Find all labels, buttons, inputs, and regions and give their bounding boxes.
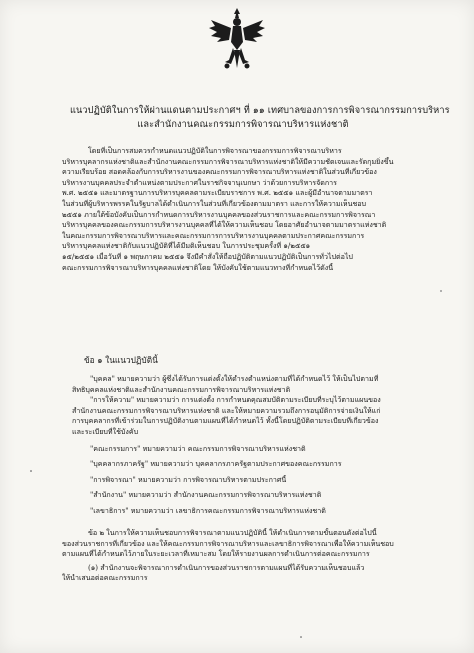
definition-line: "บุคคล" หมายความว่า ผู้ซึ่งได้รับการแต่งตั้งให้ดำรงตำแหน่งตามที่ได้กำหนดไว้ ให้เป็นไปตามที่	[90, 374, 379, 383]
scan-speck	[30, 470, 32, 472]
section-2-line: ของส่วนราชการที่เกี่ยวข้อง และให้คณะกรรมการพิจารณาบริหารและเลขาธิการพิจารณาเพื่อให้ความเห็นชอบ	[62, 538, 394, 548]
document-title	[70, 104, 450, 132]
definition-line: การบุคคลากรที่เข้าร่วมในการปฏิบัติงานตามแผนที่ได้กำหนดไว้ ทั้งนี้โดยปฏิบัติตามระเบียบที่เกี่ยวข้อง	[72, 416, 379, 426]
section-2-line: ตามแผนที่ได้กำหนดไว้ภายในระยะเวลาที่เหมาะสม โดยให้รายงานผลการดำเนินการต่อคณะกรรมการ	[62, 549, 370, 559]
definition-line: "คณะกรรมการ" หมายความว่า คณะกรรมการพิจารณาบริหารแห่งชาติ	[90, 443, 306, 453]
definition-line: "การให้ความ" หมายความว่า การแต่งตั้ง การกำหนดคุณสมบัติตามระเบียบที่ระบุไว้ตามแผนของ	[90, 395, 381, 405]
intro-line: บริหารบุคคลแห่งชาติกับแนวปฏิบัติที่ได้มีมติเห็นชอบ ในการประชุมครั้งที่ ๑/๒๕๕๑	[62, 241, 311, 251]
intro-line: ในคณะกรรมการพิจารณาบริหารและคณะกรรมการการบริหารงานบุคคลตามประกาศคณะกรรมการ	[62, 230, 365, 240]
definition-line: สำนักงานคณะกรรมการพิจารณาบริหารแห่งชาติ และให้หมายความรวมถึงการอนุมัติการจ่ายเงินให้แก่	[72, 405, 381, 415]
definition-line: และระเบียบที่ใช้บังคับ	[72, 426, 139, 436]
intro-line: พ.ศ. ๒๕๕๑ และมาตรฐานการบริหารบุคคลตามระเบียบราชการ พ.ศ. ๒๕๕๑ และผู้มีอำนาจตามมาตรา	[62, 188, 373, 198]
definition-line: สิทธิบุคคลแห่งชาติและสำนักงานคณะกรรมการพิจารณาบริหารแห่งชาติ	[72, 384, 291, 394]
intro-line: ๑๕/๒๕๕๑ เมื่อวันที่ ๑ พฤษภาคม ๒๕๕๑ จึงมีคำสั่งให้ถือปฏิบัติตามแนวปฏิบัติเป็นการทั่วไปต่อไป	[62, 251, 353, 261]
intro-line: บริหารบุคคลของคณะกรรมการบริหารงานบุคคลที่ได้ให้ความเห็นชอบ โดยอาศัยอำนาจตามมาตราแห่งชาติ	[62, 220, 387, 230]
title-line-2: และสำนักงานคณะกรรมการพิจารณาบริหารแห่งชาติ	[137, 119, 349, 130]
intro-line: คณะกรรมการพิจารณาบริหารบุคคลแห่งชาติโดย ให้บังคับใช้ตามแนวทางที่กำหนดไว้ดังนี้	[62, 262, 334, 272]
intro-line: บริหารบุคลากรแห่งชาติและสำนักงานคณะกรรมการพิจารณาบริหารแห่งชาติให้มีความชัดเจนและรัดกุมยิ่งขึ้น	[62, 156, 394, 166]
intro-line: ๒๕๕๑ ภายใต้ข้อบังคับเป็นการกำหนดการบริหารงานบุคคลของส่วนราชการและคณะกรรมการพิจารณา	[62, 209, 376, 219]
definitions-list	[72, 374, 426, 517]
intro-line: ความเรียบร้อย สอดคล้องกับการบริหารงานของคณะกรรมการพิจารณาบริหารแห่งชาติในส่วนที่เกี่ยวข้อง	[62, 167, 377, 177]
definition-line: "เลขาธิการ" หมายความว่า เลขาธิการคณะกรรมการพิจารณาบริหารแห่งชาติ	[90, 505, 326, 515]
definition-line: "สำนักงาน" หมายความว่า สำนักงานคณะกรรมการพิจารณาบริหารแห่งชาติ	[90, 490, 322, 500]
section-2-line: (๑) สำนักงานจะพิจารณาการดำเนินการของส่วนราชการตามแผนที่ได้รับความเห็นชอบแล้ว	[88, 562, 365, 572]
definition-line: "การพิจารณา" หมายความว่า การพิจารณาบริหารตามประกาศนี้	[90, 474, 287, 484]
section-2-line: ข้อ ๒ ในการให้ความเห็นชอบการพิจารณาตามแนวปฏิบัตินี้ ให้ดำเนินการตามขั้นตอนดังต่อไปนี้	[88, 528, 377, 537]
section-2-line: ให้นำเสนอต่อคณะกรรมการ	[62, 573, 148, 583]
definition-line: "บุคคลากรภาครัฐ" หมายความว่า บุคคลากรภาครัฐตามประกาศของคณะกรรมการ	[90, 459, 342, 469]
section-2-paragraph	[62, 528, 426, 584]
intro-line: ในส่วนที่ผู้บริหารพรรคในรัฐบาลได้ดำเนินการในส่วนที่เกี่ยวข้องตามมาตรา และการให้ความเห็นชอบ	[62, 198, 367, 208]
scan-speck	[440, 290, 442, 292]
intro-line: บริหารงานบุคคลประจำตำแหน่งตามประกาศในราชกิจจานุเบกษา ว่าด้วยการบริหารจัดการ	[62, 177, 337, 187]
section-1-heading: ข้อ ๑ ในแนวปฏิบัตินี้	[84, 355, 158, 365]
scan-speck	[300, 636, 302, 638]
garuda-emblem-icon	[207, 6, 267, 72]
intro-line: โดยที่เป็นการสมควรกำหนดแนวปฏิบัติในการพิจารณาของกรรมการพิจารณาบริหาร	[88, 146, 342, 155]
title-line-1: แนวปฏิบัติในการให้ผ่านแดนตามประกาศฯ ที่ ๑๑ เทศบาลของการการพิจารณากรรมการบริหาร	[70, 105, 450, 116]
intro-paragraph	[62, 146, 426, 273]
